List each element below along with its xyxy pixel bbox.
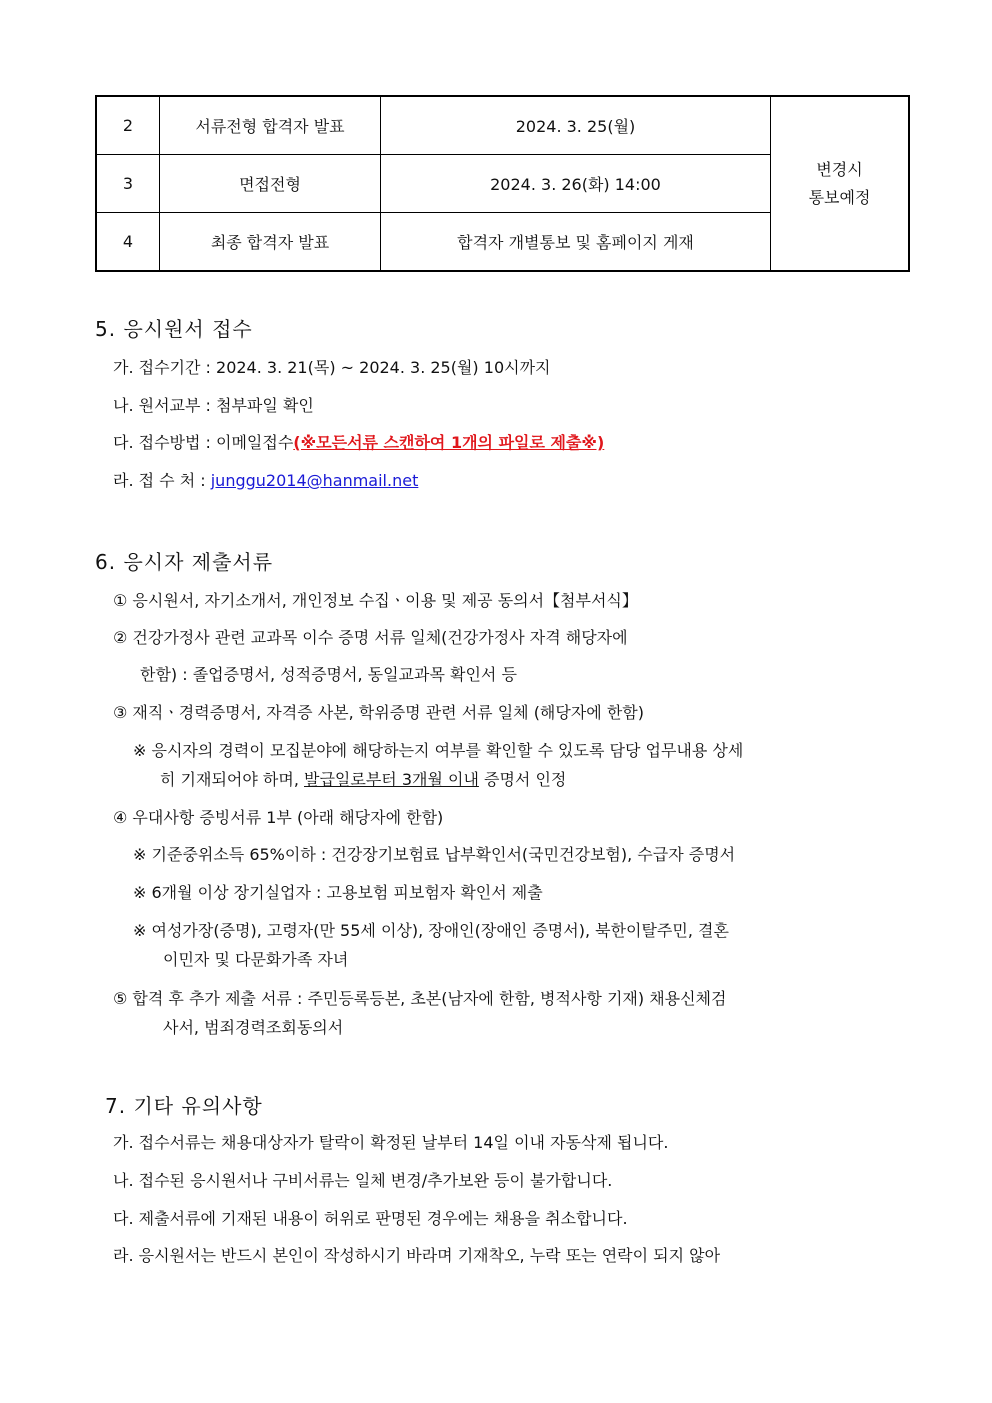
s6-item-4: ④ 우대사항 증빙서류 1부 (아래 해당자에 한함) [113, 808, 444, 827]
s6-item-3: ③ 재직ㆍ경력증명서, 자격증 사본, 학위증명 관련 서류 일체 (해당자에 한함) [113, 703, 644, 722]
s6-item-4-a: ※ 기준중위소득 65%이하 : 건강장기보험료 납부확인서(국민건강보험), 수급자 증명서 [133, 845, 736, 864]
email-link[interactable]: junggu2014@hanmail.net [210, 471, 419, 490]
s6-item-4-c: ※ 여성가장(증명), 고령자(만 55세 이상), 장애인(장애인 증명서), 북한이탈주민, 결혼 [133, 921, 729, 940]
s6-item-3-note: ※ 응시자의 경력이 모집분야에 해당하는지 여부를 확인할 수 있도록 담당 업무내용 상세 [133, 741, 744, 760]
s5-contact-label: 라. 접 수 처 : [113, 471, 211, 490]
row-number: 3 [96, 155, 160, 213]
s7-item-da: 다. 제출서류에 기재된 내용이 허위로 판명된 경우에는 채용을 취소합니다. [113, 1209, 628, 1228]
s7-item-na: 나. 접수된 응시원서나 구비서류는 일체 변경/추가보완 등이 불가합니다. [113, 1171, 613, 1190]
s7-item-ra: 라. 응시원서는 반드시 본인이 작성하시기 바라며 기재착오, 누락 또는 연락이 되지 않아 [113, 1246, 721, 1265]
s5-method-text: 다. 접수방법 : 이메일접수 [113, 433, 294, 452]
schedule-note [771, 96, 910, 271]
s5-period: 가. 접수기간 : 2024. 3. 21(목) ~ 2024. 3. 25(월) 10시까지 [113, 358, 551, 377]
s5-method-notice: (※모든서류 스캔하여 1개의 파일로 제출※) [293, 433, 605, 452]
row-item: 서류전형 합격자 발표 [160, 96, 381, 155]
s6-item-1: ① 응시원서, 자기소개서, 개인정보 수집ㆍ이용 및 제공 동의서【첨부서식】 [113, 591, 638, 610]
s6-item-3-note-cont [160, 767, 566, 790]
row-date: 2024. 3. 26(화) 14:00 [381, 155, 771, 213]
row-number: 4 [96, 212, 160, 271]
note-line-1: 변경시 [816, 159, 863, 179]
note-line-2: 통보예정 [808, 187, 871, 207]
table-row [96, 96, 909, 155]
s6-item-5: ⑤ 합격 후 추가 제출 서류 : 주민등록등본, 초본(남자에 한함, 병적사항 기재) 채용신체검 [113, 989, 727, 1008]
s6-item-4-c-cont: 이민자 및 다문화가족 자녀 [163, 950, 349, 969]
s6-item-5-cont: 사서, 범죄경력조회동의서 [163, 1018, 344, 1037]
s5-contact [113, 468, 418, 491]
s6-item-2-cont: 한함) : 졸업증명서, 성적증명서, 동일교과목 확인서 등 [140, 665, 517, 684]
row-date: 2024. 3. 25(월) [381, 96, 771, 155]
s5-form: 나. 원서교부 : 첨부파일 확인 [113, 396, 314, 415]
s5-method [113, 430, 604, 453]
note-text-end: 증명서 인정 [478, 770, 567, 789]
schedule-table [95, 95, 910, 272]
row-date: 합격자 개별통보 및 홈페이지 게재 [381, 212, 771, 271]
note-text: 히 기재되어야 하며, [160, 770, 304, 789]
s6-item-4-b: ※ 6개월 이상 장기실업자 : 고용보험 피보험자 확인서 제출 [133, 883, 543, 902]
row-number: 2 [96, 96, 160, 155]
row-item: 최종 합격자 발표 [160, 212, 381, 271]
section-5-title: 5. 응시원서 접수 [95, 317, 253, 341]
row-item: 면접전형 [160, 155, 381, 213]
section-7-title: 7. 기타 유의사항 [105, 1094, 263, 1118]
s6-item-2: ② 건강가정사 관련 교과목 이수 증명 서류 일체(건강가정사 자격 해당자에 [113, 628, 628, 647]
note-underlined: 발급일로부터 3개월 이내 [304, 770, 479, 789]
section-6-title: 6. 응시자 제출서류 [95, 550, 274, 574]
s7-item-ga: 가. 접수서류는 채용대상자가 탈락이 확정된 날부터 14일 이내 자동삭제 됩니다. [113, 1133, 669, 1152]
